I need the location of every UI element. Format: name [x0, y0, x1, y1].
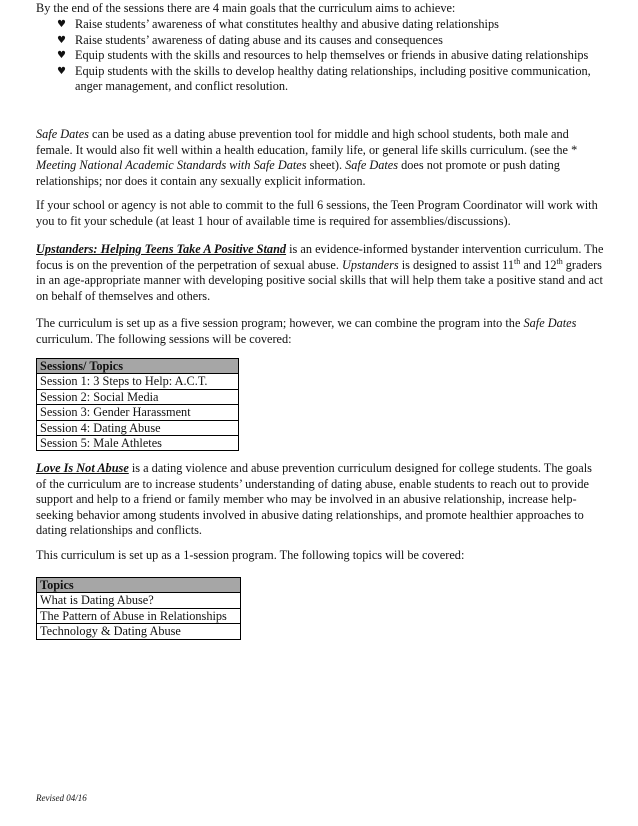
upstanders-paragraph: Upstanders: Helping Teens Take A Positive Stand is an evidence-informed bystander intervention curriculum. The focus is on the prevention of the perpetration of sexual abuse. Upstanders is designed to assist 11th and 12th graders in an age-appropriate manner with developing positive social skills that will help them take a positive stand and act on behalf of themselves and others.	[36, 242, 604, 303]
sessions-table	[36, 358, 239, 451]
table-row: Technology & Dating Abuse	[37, 624, 241, 639]
standards-sheet-ref: Meeting National Academic Standards with Safe Dates	[36, 158, 307, 173]
table-row: Session 1: 3 Steps to Help: A.C.T.	[37, 374, 239, 389]
one-session-paragraph: This curriculum is set up as a 1-session program. The following topics will be covered:	[36, 548, 465, 562]
five-session-paragraph: The curriculum is set up as a five session program; however, we can combine the program into the Safe Dates curriculum. The following sessions will be covered:	[36, 316, 577, 346]
schedule-paragraph: If your school or agency is not able to commit to the full 6 sessions, the Teen Program Coordinator will work with you to fit your schedule (at least 1 hour of available time is required for assemblies/discussions).	[36, 198, 598, 228]
list-item: ♥ Equip students with the skills to develop healthy dating relationships, including positive communication, anger management, and conflict resolution.	[57, 63, 591, 94]
topics-table	[36, 577, 241, 640]
love-is-not-abuse-paragraph: Love Is Not Abuse is a dating violence and abuse prevention curriculum designed for college students. The goals of the curriculum are to increase students’ understanding of dating abuse, enable students to reach out to provide support and help to a friend or family member who may be involved in an abusive relationship, increase help-seeking behavior among students involved in abusive dating relationships, and promote healthier approaches to dating relationships and conflicts.	[36, 461, 592, 538]
table-row: Session 4: Dating Abuse	[37, 420, 239, 435]
heart-icon: ♥	[57, 50, 66, 62]
list-item: ♥ Raise students’ awareness of what constitutes healthy and abusive dating relationships	[57, 17, 499, 31]
love-is-not-abuse-title: Love Is Not Abuse	[36, 461, 129, 475]
list-item: ♥ Equip students with the skills and resources to help themselves or friends in abusive dating relationships	[57, 48, 589, 63]
table-row: Session 5: Male Athletes	[37, 436, 239, 451]
goals-list	[57, 17, 605, 95]
list-item: ♥ Raise students’ awareness of dating abuse and its causes and consequences	[57, 32, 443, 47]
table-header: Topics	[37, 578, 241, 593]
heart-icon: ♥	[57, 65, 66, 77]
heart-icon: ♥	[57, 34, 66, 46]
safe-dates-name: Safe Dates	[36, 127, 89, 141]
revision-footer: Revised 04/16	[36, 793, 87, 803]
safe-dates-paragraph: Safe Dates can be used as a dating abuse prevention tool for middle and high school students, both male and female. It would also fit well within a health education, family life, or general life skills curriculum. (see the * Meeting National Academic Standards with Safe Dates sheet). Safe Dates does not promote or push dating relationships; nor does it contain any sexually explicit information.	[36, 127, 578, 188]
table-header: Sessions/ Topics	[37, 359, 239, 374]
table-row: What is Dating Abuse?	[37, 593, 241, 608]
heart-icon: ♥	[57, 19, 66, 30]
goals-intro: By the end of the sessions there are 4 main goals that the curriculum aims to achieve:	[36, 1, 456, 15]
upstanders-title: Upstanders: Helping Teens Take A Positive Stand	[36, 242, 287, 256]
table-row: Session 3: Gender Harassment	[37, 405, 239, 420]
table-row: Session 2: Social Media	[37, 389, 239, 404]
table-row: The Pattern of Abuse in Relationships	[37, 608, 241, 623]
